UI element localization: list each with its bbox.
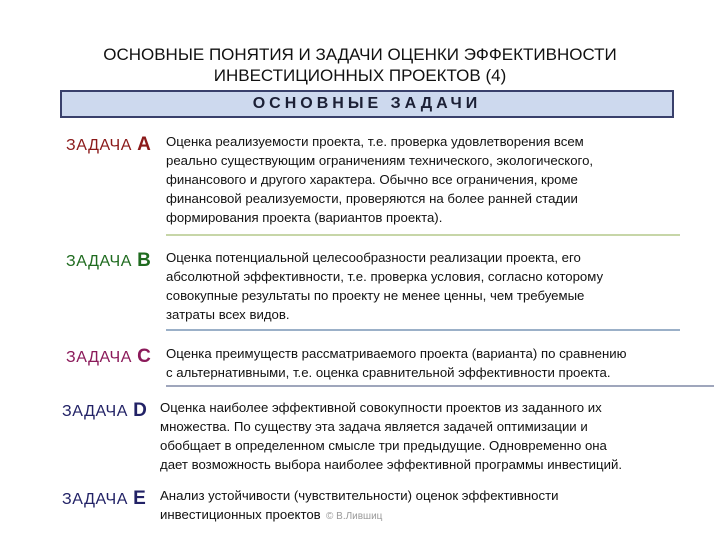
section-banner: ОСНОВНЫЕ ЗАДАЧИ (60, 90, 674, 118)
task-a-line: финансового и другого характера. Обычно все ограничения, кроме (166, 172, 578, 187)
task-c-line: с альтернативными, т.е. оценка сравнительной эффективности проекта. (166, 365, 611, 380)
task-a-line: финансовой реализуемости, проверяются на более ранней стадии (166, 191, 578, 206)
task-d-line: Оценка наиболее эффективной совокупности проектов из заданного их (160, 400, 602, 415)
task-d-word: ЗАДАЧА (62, 403, 129, 420)
task-c-label (66, 346, 151, 368)
task-d-line: обобщает в определенном смысле три предыдущие. Одновременно она (160, 438, 607, 453)
task-d-line: множества. По существу эта задача является задачей оптимизации и (160, 419, 588, 434)
task-d-label (62, 400, 147, 422)
task-e-label (62, 488, 146, 510)
task-e-line: Анализ устойчивости (чувствительности) оценок эффективности (160, 488, 559, 503)
task-d-line: дает возможность выбора наиболее эффективной программы инвестиций. (160, 457, 622, 472)
task-b-line: Оценка потенциальной целесообразности реализации проекта, его (166, 250, 581, 265)
task-a-line: Оценка реализуемости проекта, т.е. проверка удовлетворения всем (166, 134, 584, 149)
task-b-word: ЗАДАЧА (66, 253, 133, 270)
task-b-line: абсолютной эффективности, т.е. проверка условия, согласно которому (166, 269, 604, 284)
task-b-text (166, 248, 603, 324)
task-b-divider (166, 329, 680, 331)
task-d-text (160, 398, 720, 474)
title-line-1: ОСНОВНЫЕ ПОНЯТИЯ И ЗАДАЧИ ОЦЕНКИ ЭФФЕКТИВНОСТИ (103, 45, 617, 64)
task-e-letter: Е (133, 488, 147, 509)
title-line-2: ИНВЕСТИЦИОННЫХ ПРОЕКТОВ (4) (213, 66, 507, 85)
task-a-line: реально существующим ограничениям технического, экологического, (166, 153, 594, 168)
task-c-line: Оценка преимуществ рассматриваемого проекта (варианта) по сравнению (166, 346, 627, 361)
task-a-word: ЗАДАЧА (66, 137, 133, 154)
page-title (20, 44, 700, 86)
task-c-text (166, 344, 720, 382)
task-a-divider (166, 234, 680, 236)
task-a-letter: А (137, 134, 152, 155)
task-e-word: ЗАДАЧА (62, 491, 129, 508)
task-e-line: инвестиционных проектов (160, 507, 321, 522)
task-a-line: формирования проекта (вариантов проекта). (166, 210, 443, 225)
task-a-label (66, 134, 151, 156)
task-c-letter: С (137, 346, 152, 367)
task-b-line: затраты всех видов. (166, 307, 290, 322)
task-c-divider (166, 385, 714, 387)
task-a-text (166, 132, 593, 227)
task-b-label (66, 250, 151, 272)
task-b-letter: В (137, 250, 152, 271)
task-c-word: ЗАДАЧА (66, 349, 133, 366)
author-signature: © В.Лившиц (326, 511, 383, 522)
task-b-line: совокупные результаты по проекту не менее ценны, чем требуемые (166, 288, 585, 303)
task-d-letter: D (133, 400, 148, 421)
